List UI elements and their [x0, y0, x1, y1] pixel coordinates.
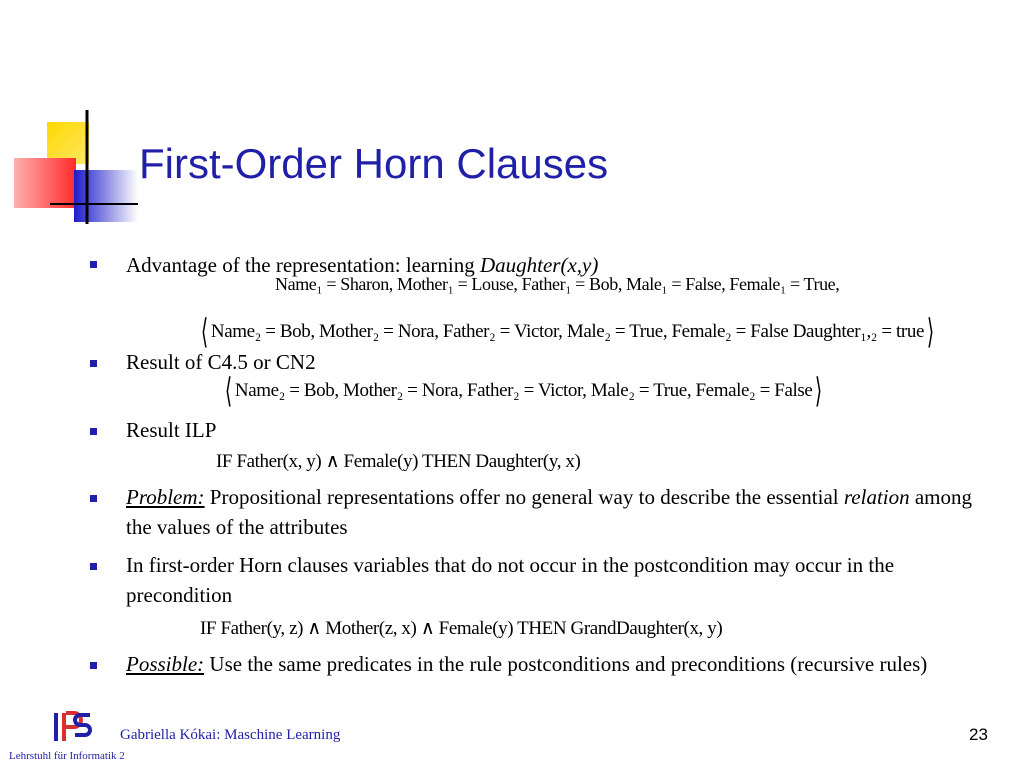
bullet-marker [90, 662, 97, 669]
bullet-6-text: Use the same predicates in the rule postconditions and preconditions (recursive rules) [204, 652, 928, 676]
title-decoration [0, 100, 140, 230]
blue-square [74, 170, 138, 222]
bullet-4-label: Problem: [126, 485, 205, 509]
bullet-1-emphasis: Daughter(x,y) [479, 253, 599, 277]
formula-example-2-text: Name₂ = Bob, Mother₂ = Nora, Father₂ = Victor, Male₂ = True, Female₂ = False Daughter₁,₂ = true [210, 321, 924, 342]
bullet-marker [90, 563, 97, 570]
bullet-3: Result ILP [126, 418, 217, 442]
bullet-marker [90, 495, 97, 502]
formula-example-1: Name₁ = Sharon, Mother₁ = Louse, Father₁ = Bob, Male₁ = False, Female₁ = True, [275, 274, 840, 294]
bullet-4-tail: among the values of the attributes [126, 485, 973, 539]
formula-ilp-result: IF Father(x, y) ∧ Female(y) THEN Daughter(y, x) [216, 451, 581, 472]
formula-granddaughter: IF Father(y, z) ∧ Mother(z, x) ∧ Female(y) THEN GrandDaughter(x, y) [200, 618, 723, 639]
bullet-4-text: Propositional representations offer no general way to describe the essential [204, 485, 844, 509]
bullet-marker [90, 261, 97, 268]
bullet-6 [126, 649, 976, 679]
page-number: 23 [969, 725, 988, 744]
bullet-2: Result of C4.5 or CN2 [126, 350, 316, 374]
yellow-square [47, 122, 89, 164]
bullet-6-label: Possible: [126, 652, 205, 676]
bullet-1-text: Advantage of the representation: learning [126, 253, 480, 277]
red-square [14, 158, 76, 208]
footer-chair: Lehrstuhl für Informatik 2 [9, 750, 125, 762]
formula-c45-result-text: Name₂ = Bob, Mother₂ = Nora, Father₂ = Victor, Male₂ = True, Female₂ = False [234, 380, 813, 401]
bullet-5: In first-order Horn clauses variables that do not occur in the postcondition may occur in the precondition [126, 553, 895, 607]
lehrstuhl-logo [52, 711, 94, 745]
formula-c45-result: ⟨ Name₂ = Bob, Mother₂ = Nora, Father₂ = Victor, Male₂ = True, Female₂ = False⟩ [224, 373, 823, 410]
slide-title: First-Order Horn Clauses [139, 140, 609, 187]
formula-example-2: ⟨ Name₂ = Bob, Mother₂ = Nora, Father₂ = Victor, Male₂ = True, Female₂ = False Daughter₁,₂ = true⟩ [200, 314, 934, 351]
bullet-4-emphasis: relation [843, 485, 910, 509]
footer-author: Gabriella Kókai: Maschine Learning [120, 727, 341, 743]
bullet-4 [126, 482, 976, 542]
bullet-marker [90, 428, 97, 435]
bullet-marker [90, 360, 97, 367]
